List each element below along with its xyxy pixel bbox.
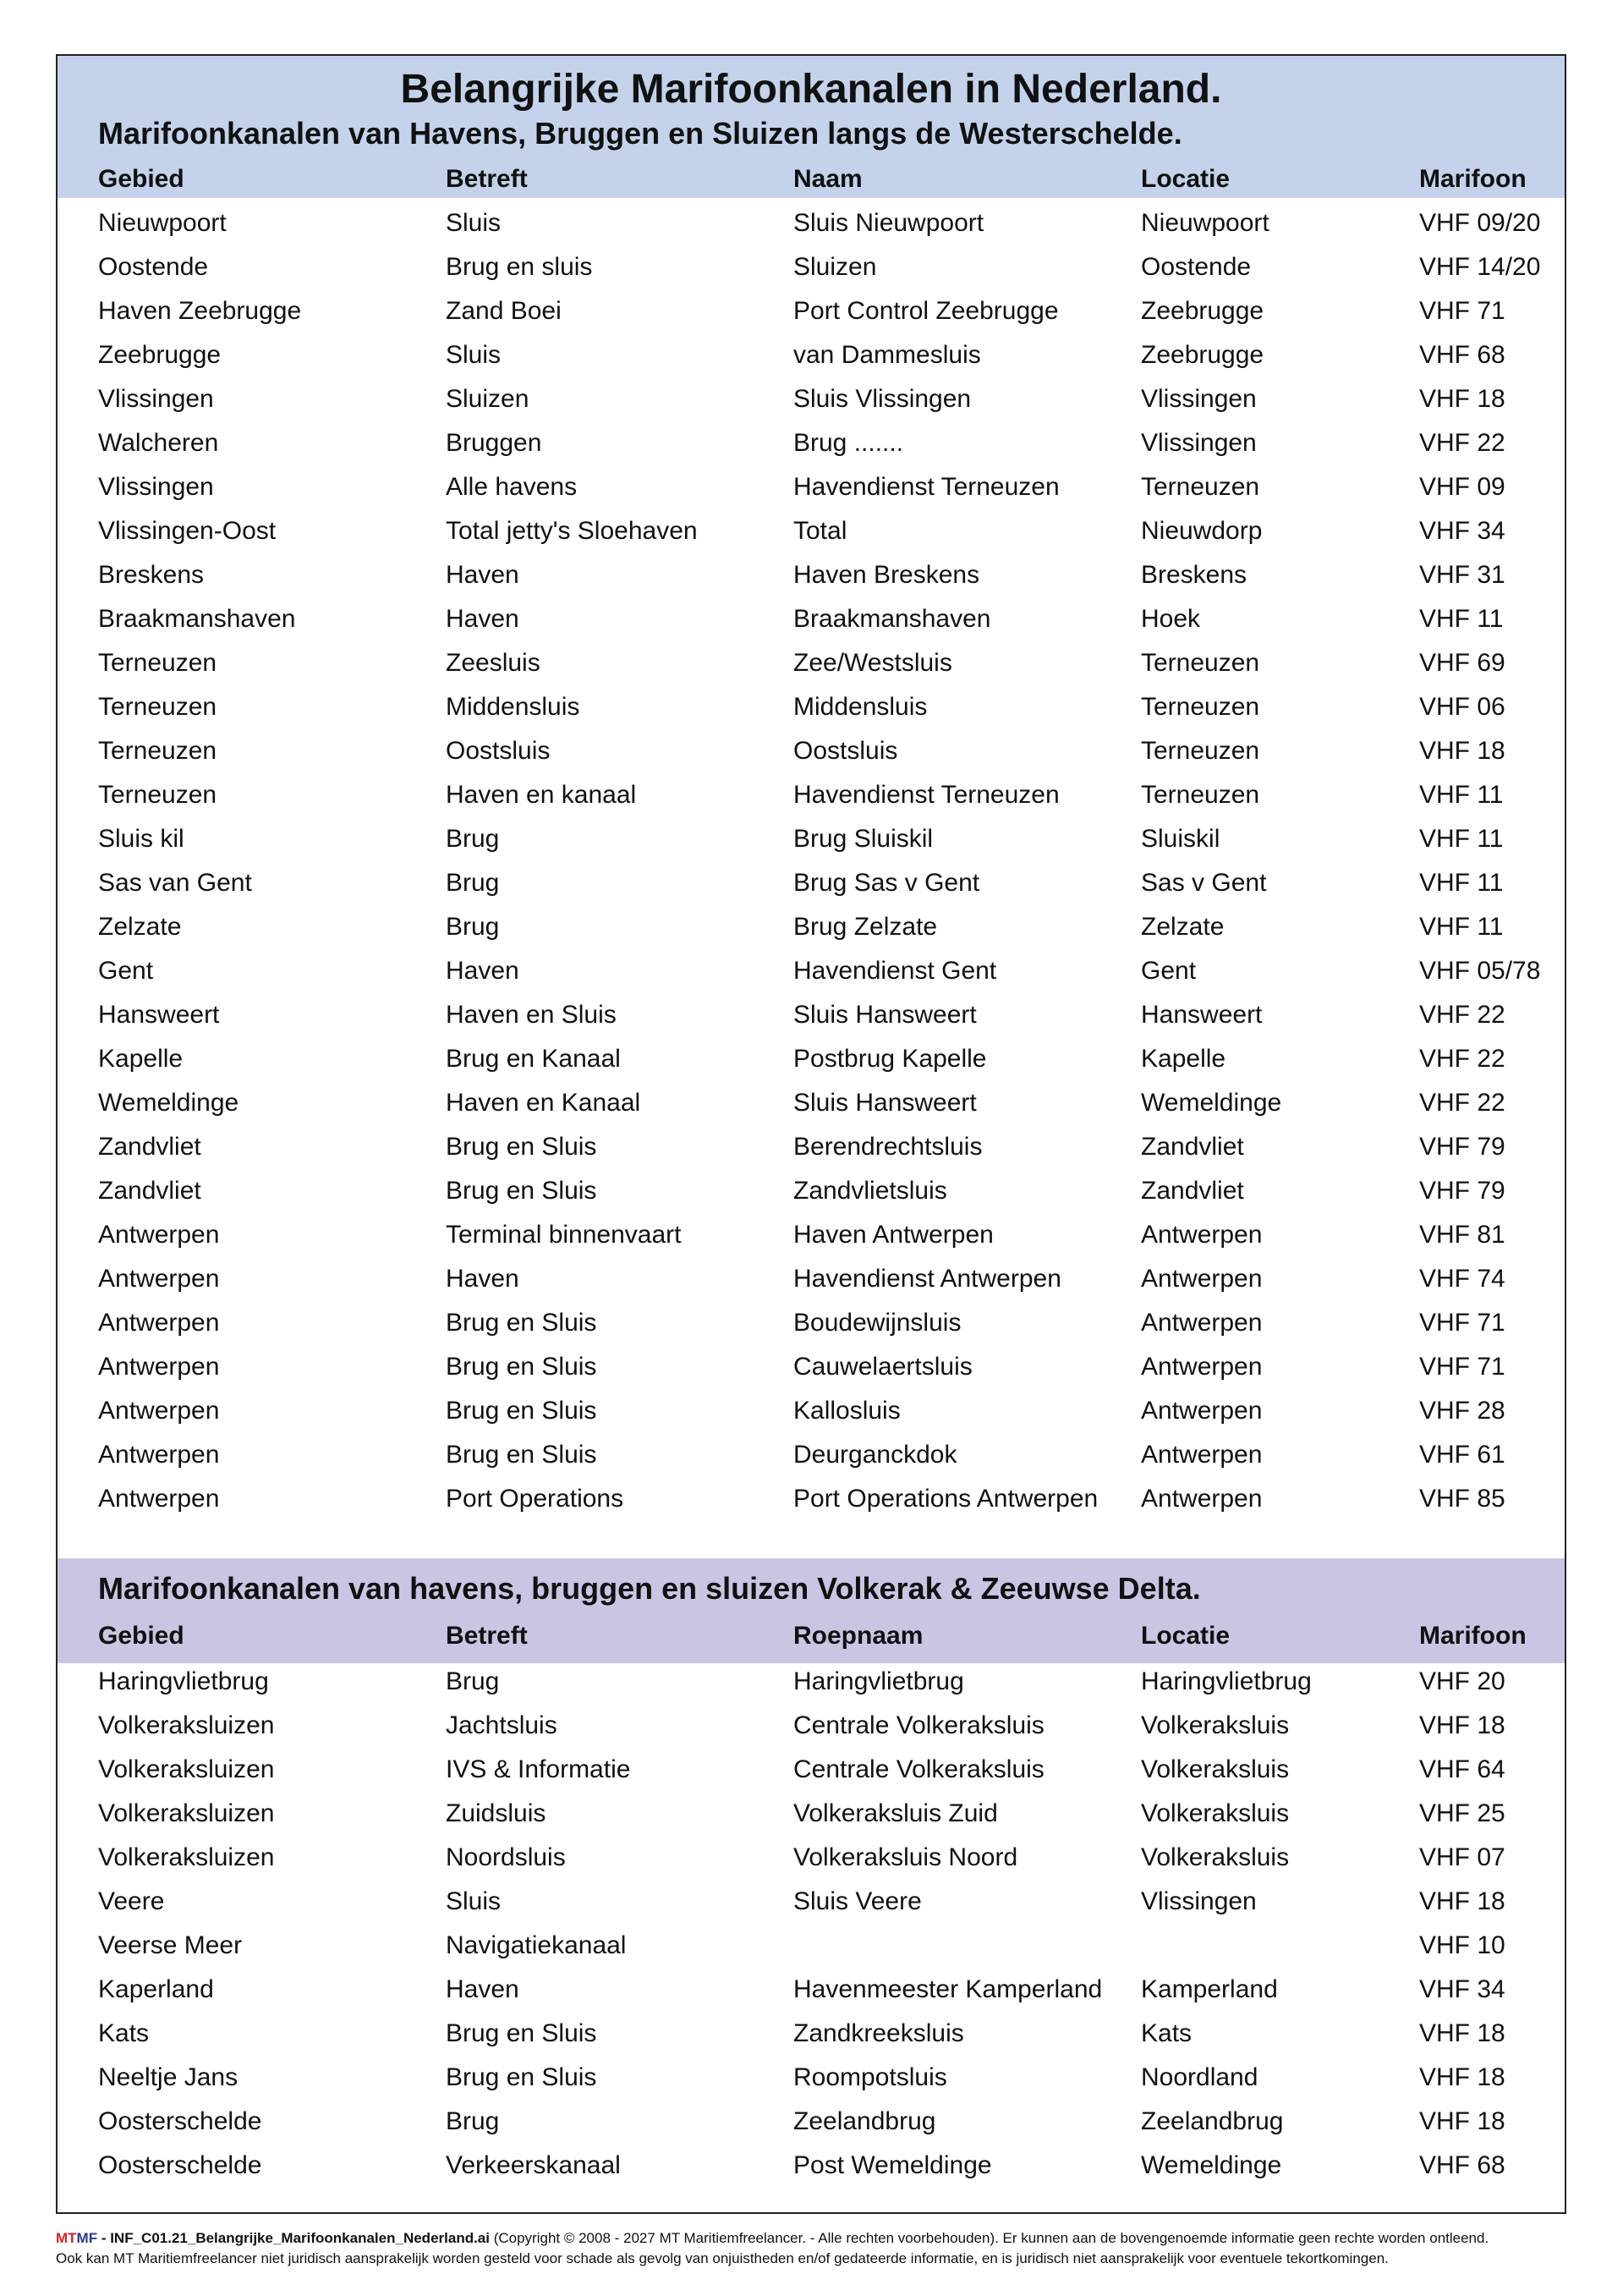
cell-gebied: Terneuzen	[98, 737, 217, 765]
cell-gebied: Braakmanshaven	[98, 605, 296, 633]
cell-betreft: Brug	[446, 825, 500, 853]
cell-locatie: Vlissingen	[1141, 429, 1257, 457]
cell-marifoon: VHF 11	[1419, 781, 1504, 809]
cell-locatie: Vlissingen	[1141, 385, 1257, 413]
cell-marifoon: VHF 09/20	[1419, 209, 1541, 237]
table-row	[58, 1037, 1565, 1081]
cell-betreft: Haven	[446, 1975, 519, 2003]
table-row	[58, 1125, 1565, 1169]
cell-gebied: Vlissingen	[98, 385, 214, 413]
cell-locatie: Zandvliet	[1141, 1177, 1244, 1205]
cell-naam: Oostsluis	[793, 737, 898, 765]
cell-naam: Zeelandbrug	[793, 2107, 936, 2135]
cell-locatie: Nieuwdorp	[1141, 517, 1263, 545]
cell-naam: Havendienst Terneuzen	[793, 781, 1060, 809]
cell-marifoon: VHF 18	[1419, 385, 1505, 413]
cell-locatie: Antwerpen	[1141, 1441, 1263, 1469]
table-row	[58, 1477, 1565, 1521]
cell-gebied: Wemeldinge	[98, 1089, 239, 1117]
cell-naam: Haringvlietbrug	[793, 1667, 964, 1695]
cell-gebied: Haringvlietbrug	[98, 1667, 269, 1695]
cell-naam: Boudewijnsluis	[793, 1309, 962, 1337]
footer-copyright: (Copyright © 2008 - 2027 MT Maritiemfreelancer. - Alle rechten voorbehouden). Er kunnen aan de bovengenoemde informatie geen rechte worden ontleend.	[489, 2230, 1489, 2246]
cell-betreft: Port Operations	[446, 1485, 624, 1513]
cell-locatie: Volkeraksluis	[1141, 1755, 1290, 1783]
table-row	[58, 641, 1565, 685]
column-header-naam: Roepnaam	[793, 1622, 924, 1650]
cell-gebied: Nieuwpoort	[98, 209, 227, 237]
table-row	[58, 993, 1565, 1037]
cell-gebied: Zandvliet	[98, 1133, 201, 1161]
cell-gebied: Oosterschelde	[98, 2107, 262, 2135]
cell-gebied: Zelzate	[98, 913, 182, 941]
table-row	[58, 2012, 1565, 2056]
column-header-locatie: Locatie	[1141, 165, 1231, 193]
cell-betreft: Brug en Sluis	[446, 1397, 597, 1425]
table-row	[58, 465, 1565, 509]
cell-naam: Sluis Vlissingen	[793, 385, 972, 413]
cell-marifoon: VHF 18	[1419, 2019, 1505, 2047]
cell-betreft: Brug en Sluis	[446, 1353, 597, 1381]
cell-betreft: Haven	[446, 1265, 519, 1293]
cell-locatie: Antwerpen	[1141, 1221, 1263, 1249]
cell-marifoon: VHF 68	[1419, 341, 1505, 369]
cell-naam: Sluizen	[793, 253, 877, 281]
cell-marifoon: VHF 05/78	[1419, 957, 1541, 985]
footer-line-2: Ook kan MT Maritiemfreelancer niet juridisch aansprakelijk worden gesteld voor schade als gevolg van onjuistheden en/of gedateerde informatie, en is juridisch niet aansprakelijk voor eventuele tekortkomingen.	[56, 2250, 1389, 2266]
section2-heading: Marifoonkanalen van havens, bruggen en sluizen Volkerak & Zeeuwse Delta.	[98, 1571, 1201, 1606]
cell-betreft: Sluis	[446, 1887, 502, 1915]
cell-locatie: Zeebrugge	[1141, 341, 1264, 369]
cell-marifoon: VHF 25	[1419, 1799, 1505, 1827]
cell-betreft: Jachtsluis	[446, 1711, 557, 1739]
cell-locatie: Zandvliet	[1141, 1133, 1244, 1161]
cell-naam: Zandvlietsluis	[793, 1177, 947, 1205]
cell-gebied: Oostende	[98, 253, 209, 281]
cell-marifoon: VHF 18	[1419, 2107, 1505, 2135]
table-row	[58, 2056, 1565, 2100]
cell-marifoon: VHF 11	[1419, 825, 1504, 853]
cell-marifoon: VHF 06	[1419, 693, 1505, 721]
cell-naam: Deurganckdok	[793, 1441, 957, 1469]
cell-marifoon: VHF 18	[1419, 2063, 1505, 2091]
cell-locatie: Terneuzen	[1141, 649, 1260, 677]
cell-betreft: Brug en Sluis	[446, 1309, 597, 1337]
table-row	[58, 1301, 1565, 1345]
table-row	[58, 1213, 1565, 1257]
cell-naam: Sluis Nieuwpoort	[793, 209, 984, 237]
table-row	[58, 2144, 1565, 2188]
section1-heading: Marifoonkanalen van Havens, Bruggen en Sluizen langs de Westerschelde.	[98, 116, 1182, 151]
table-row	[58, 509, 1565, 553]
cell-naam: Brug Sas v Gent	[793, 869, 980, 897]
cell-gebied: Zeebrugge	[98, 341, 222, 369]
cell-gebied: Breskens	[98, 561, 205, 589]
cell-betreft: Bruggen	[446, 429, 542, 457]
cell-naam: Brug .......	[793, 429, 904, 457]
cell-naam: Brug Zelzate	[793, 913, 938, 941]
cell-naam: Roompotsluis	[793, 2063, 947, 2091]
table-row	[58, 685, 1565, 729]
cell-naam: Kallosluis	[793, 1397, 901, 1425]
cell-gebied: Volkeraksluizen	[98, 1799, 275, 1827]
cell-naam: Havendienst Antwerpen	[793, 1265, 1061, 1293]
table-row	[58, 1704, 1565, 1748]
cell-locatie: Breskens	[1141, 561, 1247, 589]
cell-gebied: Antwerpen	[98, 1485, 220, 1513]
cell-naam: Volkeraksluis Noord	[793, 1843, 1018, 1871]
cell-betreft: Sluis	[446, 209, 502, 237]
cell-gebied: Kats	[98, 2019, 150, 2047]
column-header-locatie: Locatie	[1141, 1622, 1231, 1650]
cell-marifoon: VHF 22	[1419, 429, 1505, 457]
cell-locatie: Oostende	[1141, 253, 1252, 281]
cell-locatie: Volkeraksluis	[1141, 1711, 1290, 1739]
column-header-marifoon: Marifoon	[1419, 1622, 1527, 1650]
cell-naam: Sluis Hansweert	[793, 1001, 977, 1029]
cell-locatie: Volkeraksluis	[1141, 1799, 1290, 1827]
cell-betreft: Haven	[446, 605, 519, 633]
table-row	[58, 1924, 1565, 1968]
cell-betreft: Zeesluis	[446, 649, 540, 677]
cell-marifoon: VHF 20	[1419, 1667, 1505, 1695]
cell-naam: Port Operations Antwerpen	[793, 1485, 1099, 1513]
table-row	[58, 333, 1565, 377]
cell-gebied: Kaperland	[98, 1975, 214, 2003]
cell-naam: Cauwelaertsluis	[793, 1353, 973, 1381]
cell-gebied: Hansweert	[98, 1001, 220, 1029]
cell-naam: Braakmanshaven	[793, 605, 991, 633]
cell-gebied: Antwerpen	[98, 1397, 220, 1425]
cell-gebied: Volkeraksluizen	[98, 1711, 275, 1739]
cell-naam: Zee/Westsluis	[793, 649, 952, 677]
cell-gebied: Neeltje Jans	[98, 2063, 239, 2091]
table-row	[58, 817, 1565, 861]
cell-betreft: IVS & Informatie	[446, 1755, 631, 1783]
cell-marifoon: VHF 28	[1419, 1397, 1505, 1425]
document-frame	[56, 54, 1566, 2214]
cell-gebied: Vlissingen	[98, 473, 214, 501]
cell-gebied: Sas van Gent	[98, 869, 252, 897]
cell-betreft: Navigatiekanaal	[446, 1931, 627, 1959]
table-row	[58, 1433, 1565, 1477]
cell-gebied: Volkeraksluizen	[98, 1755, 275, 1783]
cell-naam: Postbrug Kapelle	[793, 1045, 987, 1073]
cell-marifoon: VHF 11	[1419, 869, 1504, 897]
cell-marifoon: VHF 68	[1419, 2151, 1505, 2179]
cell-naam: Middensluis	[793, 693, 928, 721]
cell-marifoon: VHF 09	[1419, 473, 1505, 501]
table-row	[58, 1169, 1565, 1213]
cell-locatie: Hansweert	[1141, 1001, 1263, 1029]
column-header-betreft: Betreft	[446, 165, 528, 193]
cell-marifoon: VHF 11	[1419, 913, 1504, 941]
cell-marifoon: VHF 71	[1419, 1309, 1505, 1337]
cell-gebied: Antwerpen	[98, 1221, 220, 1249]
cell-marifoon: VHF 22	[1419, 1089, 1505, 1117]
cell-marifoon: VHF 81	[1419, 1221, 1505, 1249]
brand-mf: MF	[76, 2230, 98, 2246]
cell-marifoon: VHF 64	[1419, 1755, 1505, 1783]
cell-locatie: Antwerpen	[1141, 1353, 1263, 1381]
cell-gebied: Vlissingen-Oost	[98, 517, 277, 545]
cell-locatie: Kapelle	[1141, 1045, 1226, 1073]
cell-marifoon: VHF 69	[1419, 649, 1505, 677]
cell-naam: Zandkreeksluis	[793, 2019, 964, 2047]
cell-marifoon: VHF 10	[1419, 1931, 1505, 1959]
cell-gebied: Volkeraksluizen	[98, 1843, 275, 1871]
cell-betreft: Noordsluis	[446, 1843, 566, 1871]
cell-locatie: Volkeraksluis	[1141, 1843, 1290, 1871]
cell-betreft: Brug	[446, 1667, 500, 1695]
cell-gebied: Oosterschelde	[98, 2151, 262, 2179]
cell-locatie: Sluiskil	[1141, 825, 1220, 853]
cell-betreft: Brug	[446, 913, 500, 941]
cell-gebied: Gent	[98, 957, 154, 985]
table-row	[58, 861, 1565, 905]
cell-locatie: Wemeldinge	[1141, 1089, 1282, 1117]
table-row	[58, 1748, 1565, 1792]
cell-locatie: Wemeldinge	[1141, 2151, 1282, 2179]
cell-naam: Haven Antwerpen	[793, 1221, 994, 1249]
cell-betreft: Middensluis	[446, 693, 580, 721]
cell-betreft: Brug en Sluis	[446, 1441, 597, 1469]
cell-naam: Havenmeester Kamperland	[793, 1975, 1103, 2003]
cell-marifoon: VHF 11	[1419, 605, 1504, 633]
table-row	[58, 377, 1565, 421]
cell-gebied: Walcheren	[98, 429, 219, 457]
table-row	[58, 1660, 1565, 1704]
table-row	[58, 1081, 1565, 1125]
cell-betreft: Brug en Sluis	[446, 1133, 597, 1161]
footer-filename: - INF_C01.21_Belangrijke_Marifoonkanalen_Nederland.ai	[97, 2230, 490, 2246]
table-row	[58, 1968, 1565, 2012]
cell-locatie: Nieuwpoort	[1141, 209, 1269, 237]
cell-marifoon: VHF 34	[1419, 517, 1505, 545]
cell-marifoon: VHF 61	[1419, 1441, 1505, 1469]
table-row	[58, 201, 1565, 245]
cell-betreft: Verkeerskanaal	[446, 2151, 621, 2179]
table-row	[58, 1257, 1565, 1301]
cell-marifoon: VHF 14/20	[1419, 253, 1541, 281]
cell-gebied: Antwerpen	[98, 1441, 220, 1469]
table-row	[58, 1345, 1565, 1389]
table-row	[58, 1792, 1565, 1836]
cell-betreft: Oostsluis	[446, 737, 551, 765]
cell-gebied: Veerse Meer	[98, 1931, 243, 1959]
cell-naam: Volkeraksluis Zuid	[793, 1799, 998, 1827]
table-row	[58, 773, 1565, 817]
cell-locatie: Haringvlietbrug	[1141, 1667, 1312, 1695]
cell-naam: Havendienst Gent	[793, 957, 997, 985]
cell-betreft: Haven	[446, 957, 519, 985]
section2-column-headers	[58, 1618, 1565, 1655]
cell-betreft: Brug	[446, 869, 500, 897]
cell-betreft: Sluis	[446, 341, 502, 369]
cell-naam: Total	[793, 517, 847, 545]
cell-betreft: Brug en sluis	[446, 253, 593, 281]
table-row	[58, 949, 1565, 993]
cell-naam: Centrale Volkeraksluis	[793, 1711, 1045, 1739]
cell-betreft: Zuidsluis	[446, 1799, 546, 1827]
cell-naam: Havendienst Terneuzen	[793, 473, 1060, 501]
cell-marifoon: VHF 22	[1419, 1045, 1505, 1073]
cell-locatie: Vlissingen	[1141, 1887, 1257, 1915]
cell-locatie: Antwerpen	[1141, 1397, 1263, 1425]
cell-marifoon: VHF 79	[1419, 1133, 1505, 1161]
section2-table	[58, 1660, 1565, 2188]
cell-locatie: Gent	[1141, 957, 1197, 985]
cell-gebied: Terneuzen	[98, 693, 217, 721]
cell-naam: van Dammesluis	[793, 341, 981, 369]
cell-naam: Haven Breskens	[793, 561, 980, 589]
cell-betreft: Haven en kanaal	[446, 781, 637, 809]
cell-locatie: Antwerpen	[1141, 1265, 1263, 1293]
cell-locatie: Zeebrugge	[1141, 297, 1264, 325]
cell-locatie: Antwerpen	[1141, 1485, 1263, 1513]
cell-betreft: Brug en Sluis	[446, 2063, 597, 2091]
column-header-gebied: Gebied	[98, 1622, 184, 1650]
cell-betreft: Total jetty's Sloehaven	[446, 517, 698, 545]
cell-locatie: Terneuzen	[1141, 473, 1260, 501]
cell-betreft: Haven en Kanaal	[446, 1089, 641, 1117]
table-row	[58, 289, 1565, 333]
cell-locatie: Terneuzen	[1141, 737, 1260, 765]
cell-naam: Port Control Zeebrugge	[793, 297, 1059, 325]
cell-betreft: Haven en Sluis	[446, 1001, 617, 1029]
table-row	[58, 421, 1565, 465]
cell-marifoon: VHF 22	[1419, 1001, 1505, 1029]
table-row	[58, 553, 1565, 597]
footer-disclaimer	[56, 2228, 1570, 2269]
column-header-gebied: Gebied	[98, 165, 184, 193]
table-row	[58, 1389, 1565, 1433]
cell-locatie: Kats	[1141, 2019, 1193, 2047]
cell-gebied: Antwerpen	[98, 1309, 220, 1337]
cell-betreft: Alle havens	[446, 473, 578, 501]
cell-locatie: Terneuzen	[1141, 781, 1260, 809]
cell-marifoon: VHF 74	[1419, 1265, 1505, 1293]
cell-betreft: Zand Boei	[446, 297, 562, 325]
cell-betreft: Sluizen	[446, 385, 529, 413]
cell-locatie: Kamperland	[1141, 1975, 1278, 2003]
cell-marifoon: VHF 85	[1419, 1485, 1505, 1513]
section1-table	[58, 201, 1565, 1521]
cell-betreft: Brug en Sluis	[446, 2019, 597, 2047]
section1-column-headers	[58, 161, 1565, 198]
cell-naam: Brug Sluiskil	[793, 825, 934, 853]
cell-marifoon: VHF 79	[1419, 1177, 1505, 1205]
footer-line-1	[56, 2228, 1570, 2249]
cell-locatie: Zeelandbrug	[1141, 2107, 1284, 2135]
cell-marifoon: VHF 18	[1419, 1887, 1505, 1915]
column-header-naam: Naam	[793, 165, 863, 193]
table-row	[58, 905, 1565, 949]
cell-locatie: Antwerpen	[1141, 1309, 1263, 1337]
cell-marifoon: VHF 18	[1419, 1711, 1505, 1739]
cell-marifoon: VHF 07	[1419, 1843, 1505, 1871]
cell-marifoon: VHF 71	[1419, 1353, 1505, 1381]
cell-gebied: Kapelle	[98, 1045, 184, 1073]
cell-marifoon: VHF 71	[1419, 297, 1505, 325]
cell-gebied: Haven Zeebrugge	[98, 297, 302, 325]
cell-gebied: Sluis kil	[98, 825, 184, 853]
column-header-marifoon: Marifoon	[1419, 165, 1527, 193]
cell-gebied: Antwerpen	[98, 1265, 220, 1293]
cell-locatie: Terneuzen	[1141, 693, 1260, 721]
table-row	[58, 245, 1565, 289]
cell-gebied: Veere	[98, 1887, 165, 1915]
cell-gebied: Antwerpen	[98, 1353, 220, 1381]
cell-marifoon: VHF 18	[1419, 737, 1505, 765]
cell-betreft: Terminal binnenvaart	[446, 1221, 682, 1249]
cell-locatie: Zelzate	[1141, 913, 1225, 941]
cell-locatie: Hoek	[1141, 605, 1201, 633]
cell-naam: Post Wemeldinge	[793, 2151, 992, 2179]
cell-betreft: Haven	[446, 561, 519, 589]
cell-gebied: Terneuzen	[98, 649, 217, 677]
table-row	[58, 2100, 1565, 2144]
table-row	[58, 1836, 1565, 1880]
cell-betreft: Brug	[446, 2107, 500, 2135]
table-row	[58, 1880, 1565, 1924]
cell-locatie: Sas v Gent	[1141, 869, 1267, 897]
cell-betreft: Brug en Kanaal	[446, 1045, 621, 1073]
cell-gebied: Zandvliet	[98, 1177, 201, 1205]
table-row	[58, 729, 1565, 773]
column-header-betreft: Betreft	[446, 1622, 528, 1650]
cell-naam: Centrale Volkeraksluis	[793, 1755, 1045, 1783]
cell-locatie: Noordland	[1141, 2063, 1258, 2091]
cell-betreft: Brug en Sluis	[446, 1177, 597, 1205]
brand-mt: MT	[56, 2230, 77, 2246]
cell-marifoon: VHF 31	[1419, 561, 1505, 589]
cell-naam: Sluis Hansweert	[793, 1089, 977, 1117]
cell-gebied: Terneuzen	[98, 781, 217, 809]
cell-naam: Sluis Veere	[793, 1887, 922, 1915]
cell-marifoon: VHF 34	[1419, 1975, 1505, 2003]
cell-naam: Berendrechtsluis	[793, 1133, 983, 1161]
table-row	[58, 597, 1565, 641]
page-title: Belangrijke Marifoonkanalen in Nederland.	[400, 67, 1222, 112]
